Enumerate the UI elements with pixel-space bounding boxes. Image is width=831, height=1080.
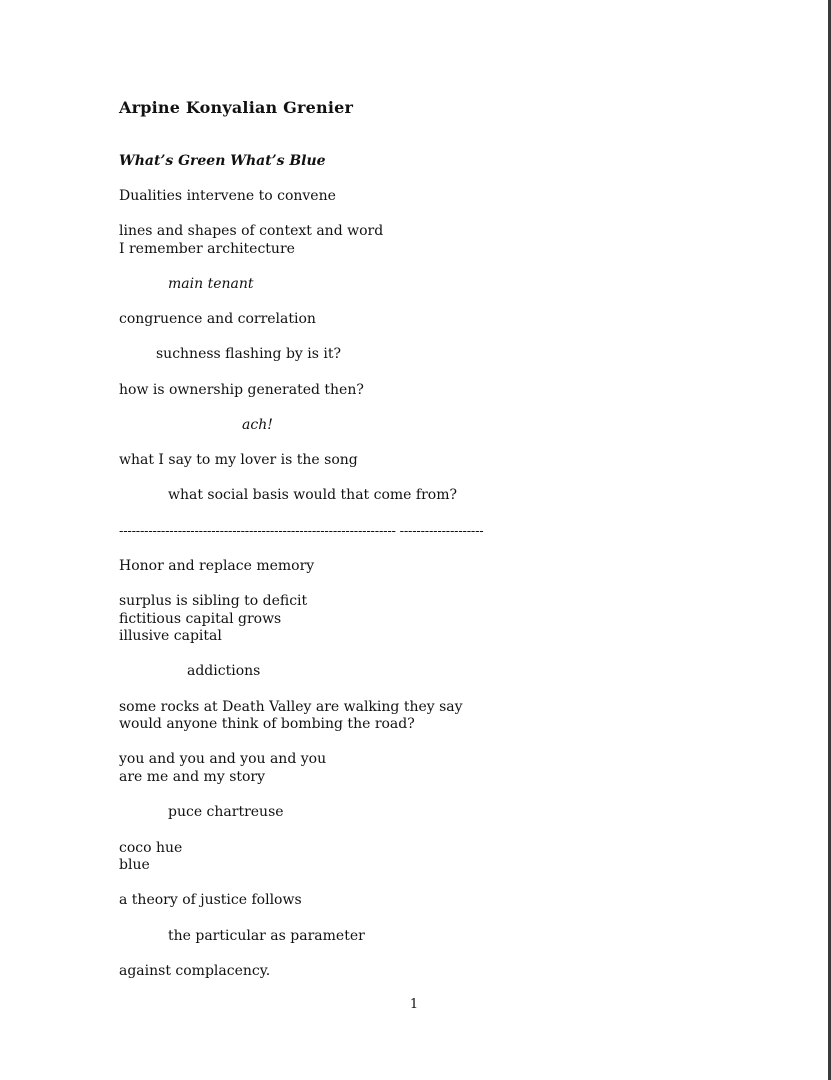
- poem-line: illusive capital: [119, 628, 222, 644]
- poem-line: against complacency.: [119, 963, 271, 979]
- page-number: 1: [409, 997, 419, 1012]
- poem-line: blue: [119, 857, 150, 873]
- poem-line: how is ownership generated then?: [119, 382, 364, 398]
- poem-line-italic: main tenant: [168, 276, 254, 292]
- poem-line: are me and my story: [119, 769, 266, 785]
- poem-line: puce chartreuse: [168, 804, 284, 820]
- poem-line: what I say to my lover is the song: [119, 452, 358, 468]
- poem-line: Honor and replace memory: [119, 558, 315, 574]
- section-divider: ------------------------------------------------------------------ --------------------: [119, 524, 484, 539]
- poem-line: you and you and you and you: [119, 751, 327, 767]
- poem-line-italic: ach!: [242, 417, 273, 433]
- poem-line: Dualities intervene to convene: [119, 188, 336, 204]
- poem-line: a theory of justice follows: [119, 892, 302, 908]
- poem-line: addictions: [187, 663, 261, 679]
- poem-line: would anyone think of bombing the road?: [119, 716, 415, 732]
- poem-line: lines and shapes of context and word: [119, 223, 384, 239]
- poem-line: suchness flashing by is it?: [156, 346, 342, 362]
- poem-title: What’s Green What’s Blue: [119, 153, 326, 169]
- poem-line: some rocks at Death Valley are walking they say: [119, 699, 463, 715]
- poem-line: what social basis would that come from?: [168, 487, 457, 503]
- poem-line: surplus is sibling to deficit: [119, 593, 308, 609]
- poem-line: fictitious capital grows: [119, 611, 282, 627]
- author-name: Arpine Konyalian Grenier: [119, 98, 354, 117]
- poem-line: I remember architecture: [119, 241, 295, 257]
- poem-line: the particular as parameter: [168, 928, 365, 944]
- poem-line: coco hue: [119, 840, 183, 856]
- poem-line: congruence and correlation: [119, 311, 316, 327]
